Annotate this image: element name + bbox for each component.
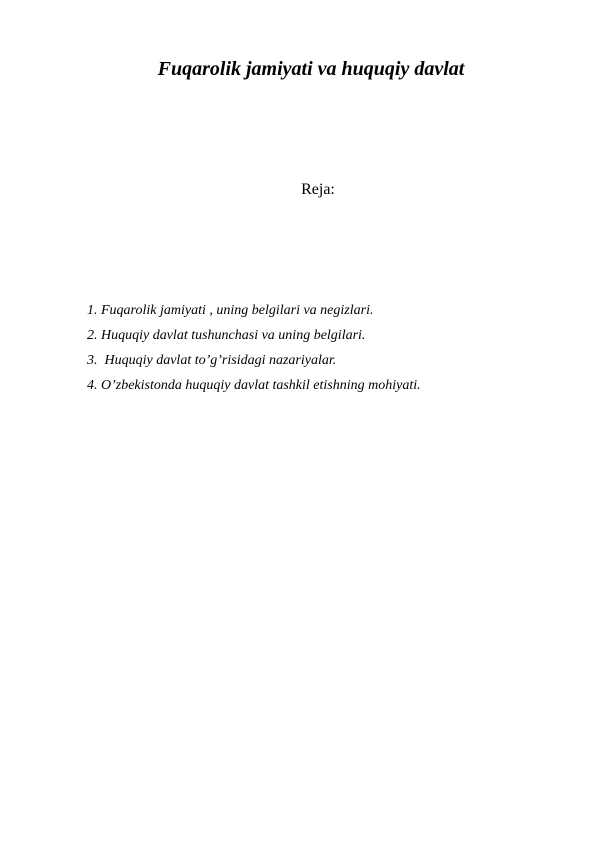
plan-item-1: 1. Fuqarolik jamiyati , uning belgilari va negizlari. xyxy=(87,303,374,318)
document-title: Fuqarolik jamiyati va huquqiy davlat xyxy=(157,58,465,80)
plan-heading: Reja: xyxy=(301,181,335,198)
plan-list xyxy=(87,298,421,398)
plan-item-4: 4. O’zbekistonda huquqiy davlat tashkil etishning mohiyati. xyxy=(87,378,421,393)
plan-item-2: 2. Huquqiy davlat tushunchasi va uning belgilari. xyxy=(87,328,366,343)
plan-item-3: 3. Huquqiy davlat to’g’risidagi nazariyalar. xyxy=(87,353,337,368)
